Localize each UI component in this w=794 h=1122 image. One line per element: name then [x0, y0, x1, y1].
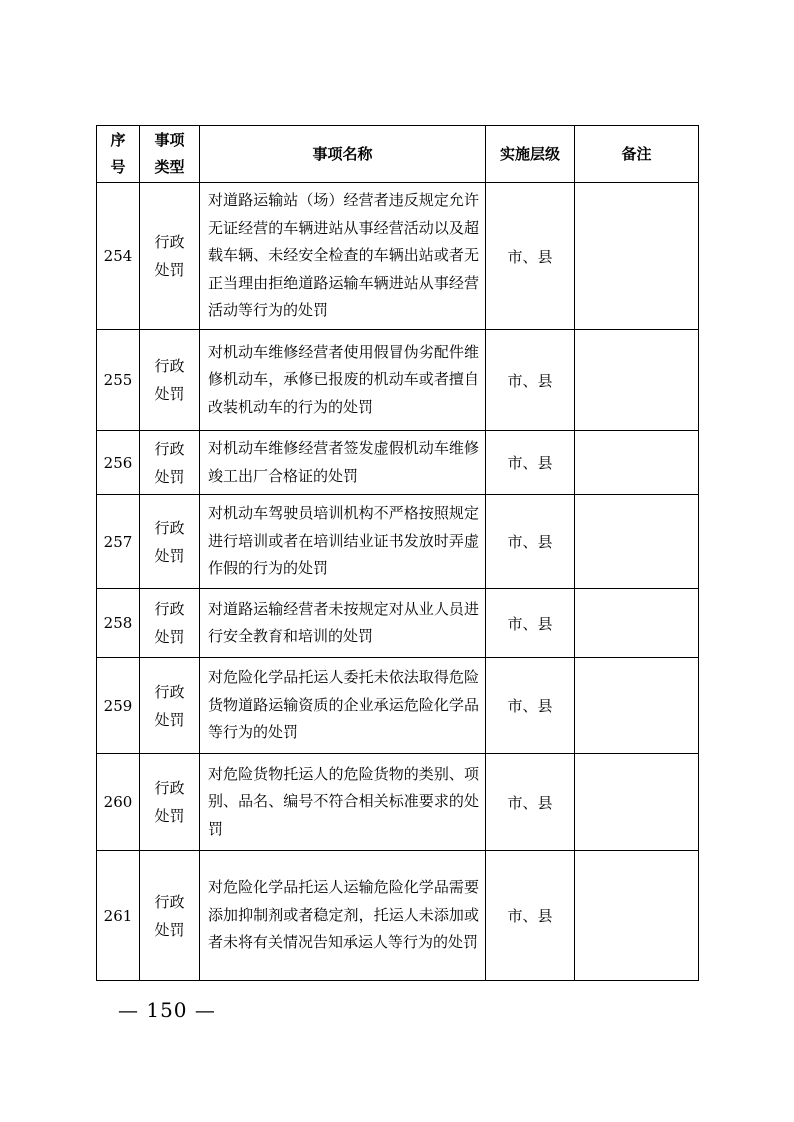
- row-level: 市、县: [486, 754, 575, 851]
- row-type: [140, 183, 200, 330]
- row-number: 259: [97, 658, 140, 754]
- header-level: 实施层级: [486, 126, 575, 183]
- row-name: 对危险化学品托运人运输危险化学品需要添加抑制剂或者稳定剂，托运人未添加或者未将有关情况告知承运人等行为的处罚: [200, 851, 486, 981]
- row-number: 255: [97, 330, 140, 431]
- row-type-line1: 行政: [154, 892, 185, 911]
- row-level: 市、县: [486, 589, 575, 658]
- header-name: 事项名称: [200, 126, 486, 183]
- row-type: [140, 495, 200, 589]
- row-name: 对危险货物托运人的危险货物的类别、项别、品名、编号不符合相关标准要求的处罚: [200, 754, 486, 851]
- items-table: [96, 125, 699, 981]
- row-level: 市、县: [486, 851, 575, 981]
- row-type-line1: 行政: [154, 439, 185, 458]
- row-note: [575, 851, 699, 981]
- table-row: [97, 183, 699, 330]
- row-name: 对道路运输站（场）经营者违反规定允许无证经营的车辆进站从事经营活动以及超载车辆、未经安全检查的车辆出站或者无正当理由拒绝道路运输车辆进站从事经营活动等行为的处罚: [200, 183, 486, 330]
- row-name: 对机动车维修经营者使用假冒伪劣配件维修机动车，承修已报废的机动车或者擅自改装机动车的行为的处罚: [200, 330, 486, 431]
- row-type-line2: 处罚: [154, 710, 185, 729]
- header-row: [97, 126, 699, 183]
- table-row: [97, 589, 699, 658]
- row-note: [575, 183, 699, 330]
- row-note: [575, 658, 699, 754]
- row-level: 市、县: [486, 431, 575, 495]
- table-row: [97, 431, 699, 495]
- table-row: [97, 330, 699, 431]
- row-type-line1: 行政: [154, 779, 185, 797]
- header-no: [97, 126, 140, 183]
- row-number: 257: [97, 495, 140, 589]
- header-type-line1: 事项: [154, 131, 185, 149]
- row-level: 市、县: [486, 658, 575, 754]
- row-type-line2: 处罚: [154, 628, 185, 646]
- row-number: 261: [97, 851, 140, 981]
- header-no-line1: 序: [110, 131, 126, 149]
- row-name: 对道路运输经营者未按规定对从业人员进行安全教育和培训的处罚: [200, 589, 486, 658]
- header-type: [140, 126, 200, 183]
- row-name: 对机动车维修经营者签发虚假机动车维修竣工出厂合格证的处罚: [200, 431, 486, 495]
- row-note: [575, 495, 699, 589]
- header-note: 备注: [575, 126, 699, 183]
- table-row: [97, 851, 699, 981]
- row-number: 260: [97, 754, 140, 851]
- row-type-line2: 处罚: [154, 385, 185, 403]
- row-type: [140, 589, 200, 658]
- row-level: 市、县: [486, 495, 575, 589]
- row-number: 256: [97, 431, 140, 495]
- row-type-line1: 行政: [154, 357, 185, 375]
- row-type: [140, 658, 200, 754]
- header-no-line2: 号: [110, 158, 126, 176]
- row-type: [140, 431, 200, 495]
- row-type-line2: 处罚: [154, 920, 185, 939]
- row-name: 对危险化学品托运人委托未依法取得危险货物道路运输资质的企业承运危险化学品等行为的处罚: [200, 658, 486, 754]
- row-type-line1: 行政: [154, 518, 185, 537]
- row-number: 258: [97, 589, 140, 658]
- row-type: [140, 851, 200, 981]
- row-note: [575, 754, 699, 851]
- header-type-line2: 类型: [154, 158, 185, 176]
- row-level: 市、县: [486, 330, 575, 431]
- row-note: [575, 431, 699, 495]
- row-type-line1: 行政: [154, 233, 185, 251]
- row-number: 254: [97, 183, 140, 330]
- table-row: [97, 495, 699, 589]
- row-level: 市、县: [486, 183, 575, 330]
- row-note: [575, 330, 699, 431]
- page-number: — 150 —: [118, 998, 216, 1022]
- table-row: [97, 658, 699, 754]
- row-type-line2: 处罚: [154, 261, 185, 279]
- row-type-line1: 行政: [154, 682, 185, 701]
- row-type-line2: 处罚: [154, 807, 185, 825]
- row-type: [140, 754, 200, 851]
- table-row: [97, 754, 699, 851]
- row-type: [140, 330, 200, 431]
- row-type-line1: 行政: [154, 600, 185, 618]
- row-type-line2: 处罚: [154, 546, 185, 565]
- row-type-line2: 处罚: [154, 467, 185, 486]
- row-name: 对机动车驾驶员培训机构不严格按照规定进行培训或者在培训结业证书发放时弄虚作假的行为的处罚: [200, 495, 486, 589]
- row-note: [575, 589, 699, 658]
